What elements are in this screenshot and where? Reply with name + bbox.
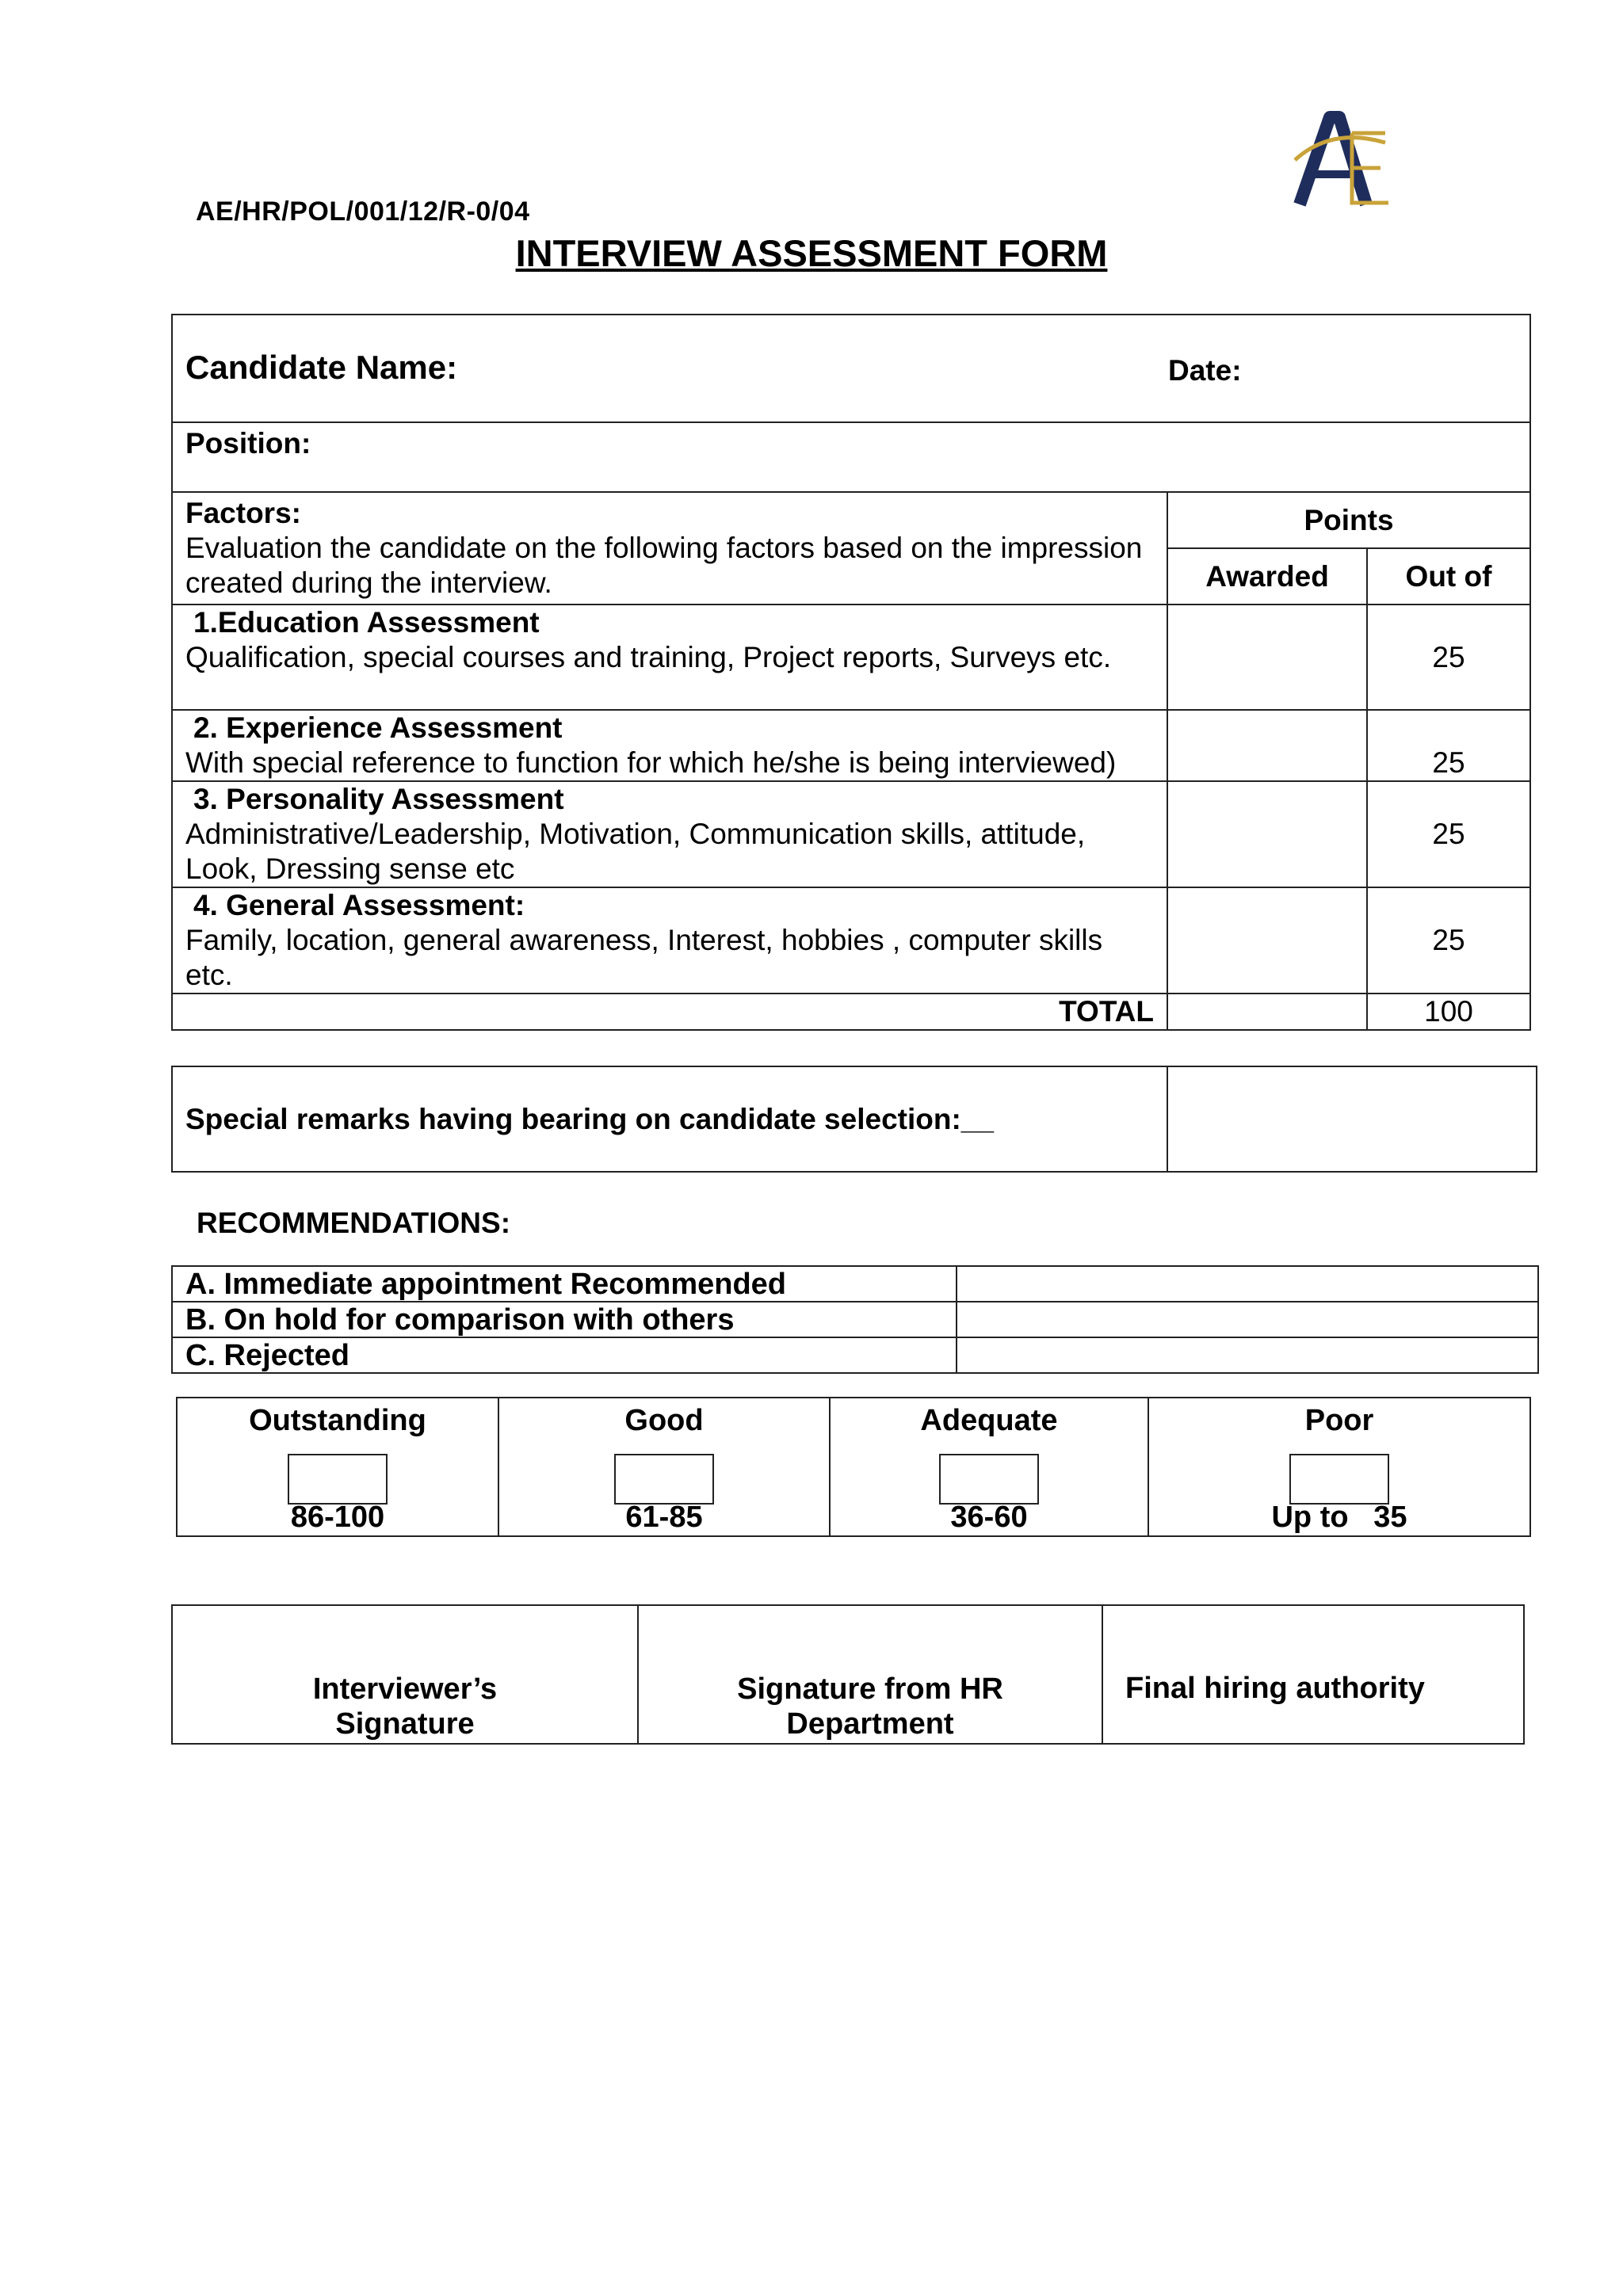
rating-scale-table: [176, 1397, 1531, 1537]
rating-range: 61-85: [625, 1501, 703, 1534]
total-awarded-input[interactable]: [1167, 994, 1367, 1030]
recommendation-mark-input[interactable]: [957, 1302, 1538, 1337]
factor-awarded-input[interactable]: [1167, 781, 1367, 887]
recommendations-table: [171, 1265, 1539, 1374]
rating-checkbox[interactable]: [614, 1454, 714, 1505]
recommendations-heading: RECOMMENDATIONS:: [197, 1207, 511, 1239]
assessment-table: [171, 314, 1531, 1031]
final-authority-label: Final hiring authority: [1125, 1672, 1425, 1705]
factor-title: 3. Personality Assessment: [193, 783, 564, 815]
rating-checkbox[interactable]: [1289, 1454, 1389, 1505]
factor-description: Family, location, general awareness, Interest, hobbies , computer skills etc.: [185, 924, 1103, 991]
date-label: Date:: [1168, 354, 1242, 387]
factor-experience: [172, 710, 1167, 781]
candidate-row: [172, 315, 1530, 422]
factor-description: Administrative/Leadership, Motivation, Communication skills, attitude, Look, Dressing sense etc: [185, 818, 1086, 885]
rating-checkbox[interactable]: [288, 1454, 388, 1505]
rating-range: Up to 35: [1271, 1501, 1407, 1534]
factor-awarded-input[interactable]: [1167, 710, 1367, 781]
factor-out-of: 25: [1367, 710, 1530, 781]
recommendation-option: B. On hold for comparison with others: [172, 1302, 957, 1337]
remarks-table: [171, 1066, 1537, 1173]
factor-awarded-input[interactable]: [1167, 887, 1367, 994]
points-header: Points: [1167, 492, 1530, 548]
rating-label: Outstanding: [249, 1404, 426, 1437]
hr-signature[interactable]: [638, 1605, 1102, 1744]
factors-title: Factors:: [185, 497, 301, 529]
rating-adequate: [830, 1398, 1148, 1536]
factors-description: Evaluation the candidate on the following factors based on the impression created during the interview.: [185, 532, 1143, 599]
factor-title: 2. Experience Assessment: [193, 711, 563, 744]
awarded-header: Awarded: [1167, 548, 1367, 605]
rating-range: 36-60: [950, 1501, 1028, 1534]
out-of-header: Out of: [1367, 548, 1530, 605]
factor-title: 1.Education Assessment: [193, 606, 540, 639]
recommendation-mark-input[interactable]: [957, 1337, 1538, 1373]
form-title: INTERVIEW ASSESSMENT FORM: [515, 232, 1108, 274]
document-code: AE/HR/POL/001/12/R-0/04: [196, 196, 530, 227]
rating-outstanding: [177, 1398, 498, 1536]
factor-out-of: 25: [1367, 605, 1530, 710]
rating-label: Adequate: [920, 1404, 1058, 1437]
recommendation-option: C. Rejected: [172, 1337, 957, 1373]
factor-description: Qualification, special courses and training, Project reports, Surveys etc.: [185, 641, 1112, 673]
factor-awarded-input[interactable]: [1167, 605, 1367, 710]
rating-poor: [1148, 1398, 1530, 1536]
interviewer-signature-label: Interviewer’s Signature: [312, 1672, 498, 1741]
rating-range: 86-100: [290, 1501, 385, 1534]
factors-header: [172, 492, 1167, 605]
factor-general: [172, 887, 1167, 994]
company-logo: [1284, 111, 1395, 210]
candidate-name-label: Candidate Name:: [185, 349, 458, 386]
remarks-label: Special remarks having bearing on candidate selection:__: [172, 1066, 1167, 1172]
rating-checkbox[interactable]: [939, 1454, 1039, 1505]
factor-title: 4. General Assessment:: [193, 889, 525, 921]
factor-description: With special reference to function for which he/she is being interviewed): [185, 746, 1117, 779]
final-authority[interactable]: [1102, 1605, 1524, 1744]
interviewer-signature[interactable]: [172, 1605, 638, 1744]
hr-signature-label: Signature from HR Department: [737, 1672, 1003, 1741]
recommendation-option: A. Immediate appointment Recommended: [172, 1266, 957, 1302]
factor-personality: [172, 781, 1167, 887]
factor-education: [172, 605, 1167, 710]
factor-out-of: 25: [1367, 781, 1530, 887]
rating-label: Good: [624, 1404, 704, 1437]
total-out-of: 100: [1367, 994, 1530, 1030]
factor-out-of: 25: [1367, 887, 1530, 994]
rating-good: [498, 1398, 830, 1536]
signature-table: [171, 1604, 1525, 1745]
remarks-input[interactable]: [1167, 1066, 1537, 1172]
recommendation-mark-input[interactable]: [957, 1266, 1538, 1302]
total-label: TOTAL: [172, 994, 1167, 1030]
rating-label: Poor: [1304, 1404, 1374, 1437]
position-label: Position:: [172, 422, 1530, 492]
